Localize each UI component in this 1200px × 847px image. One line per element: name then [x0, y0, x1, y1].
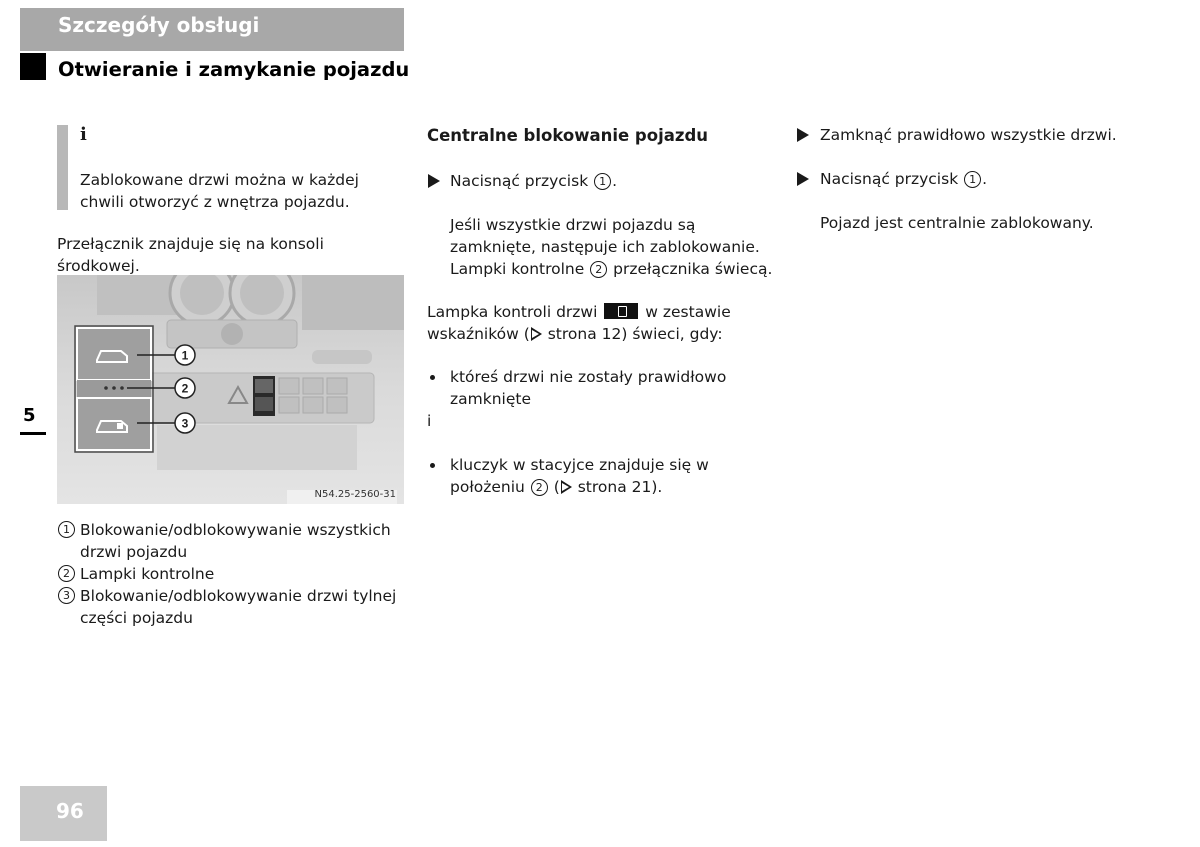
step-press-button: Nacisnąć przycisk 1 . [450, 172, 618, 190]
callout-1 [175, 345, 195, 365]
info-icon: i [80, 124, 87, 145]
page-ref-icon [531, 327, 542, 341]
legend-text: Lampki kontrolne [80, 565, 215, 583]
central-locking-heading: Centralne blokowanie pojazdu [427, 126, 709, 145]
step-arrow-icon [797, 172, 809, 186]
console-illustration [57, 275, 404, 504]
svg-text:1: 1 [181, 348, 189, 363]
conjunction-and: i [427, 412, 432, 430]
step-arrow-icon [797, 128, 809, 142]
legend-text: Blokowanie/odblokowywanie wszystkich drzwi pojazdu [80, 521, 391, 561]
legend-number: 2 [58, 565, 75, 582]
legend-item-3 [57, 585, 402, 629]
bullet-icon [430, 375, 435, 380]
step-press-button-2: Nacisnąć przycisk 1 . [820, 170, 988, 188]
center-console-figure [57, 275, 404, 504]
locked-result-text: Pojazd jest centralnie zablokowany. [820, 214, 1094, 232]
bullet-icon [430, 463, 435, 468]
page-ref-icon [561, 480, 572, 494]
legend-number: 1 [58, 521, 75, 538]
legend-item-1 [57, 519, 402, 563]
legend-number: 3 [58, 587, 75, 604]
switch-location-text: Przełącznik znajduje się na konsoli środkowej. [57, 235, 324, 275]
lock-result-text: Jeśli wszystkie drzwi pojazdu są zamknięte, następuje ich zablokowanie. Lampki kontrolne 2 przełącznika świecą. [450, 216, 773, 278]
callout-3 [175, 413, 195, 433]
section-title: Otwieranie i zamykanie pojazdu [58, 58, 410, 81]
legend-text: Blokowanie/odblokowywanie drzwi tylnej części pojazdu [80, 587, 397, 627]
info-text: Zablokowane drzwi można w każdej chwili otworzyć z wnętrza pojazdu. [80, 171, 359, 211]
running-title: Szczegóły obsługi [58, 13, 260, 37]
chapter-tab [20, 403, 46, 435]
door-lamp-icon [604, 303, 638, 319]
section-marker [20, 53, 46, 80]
condition-door-open: któreś drzwi nie zostały prawidłowo zamknięte [450, 368, 727, 408]
chapter-underline [20, 432, 46, 435]
callout-2 [175, 378, 195, 398]
door-lamp-text: Lampka kontroli drzwi w zestawie wskaźników ( strona 12) świeci, gdy: [427, 303, 731, 343]
page-number: 96 [56, 799, 84, 823]
chapter-number: 5 [23, 405, 36, 426]
step-arrow-icon [428, 174, 440, 188]
info-box-bar [57, 125, 68, 210]
step-close-doors: Zamknąć prawidłowo wszystkie drzwi. [820, 126, 1117, 144]
condition-key-position: kluczyk w stacyjce znajduje się w położeniu 2 ( strona 21). [450, 456, 709, 496]
svg-text:2: 2 [181, 381, 189, 396]
figure-code: N54.25-2560-31 [314, 489, 396, 500]
svg-text:3: 3 [181, 416, 189, 431]
legend-item-2 [57, 563, 402, 585]
